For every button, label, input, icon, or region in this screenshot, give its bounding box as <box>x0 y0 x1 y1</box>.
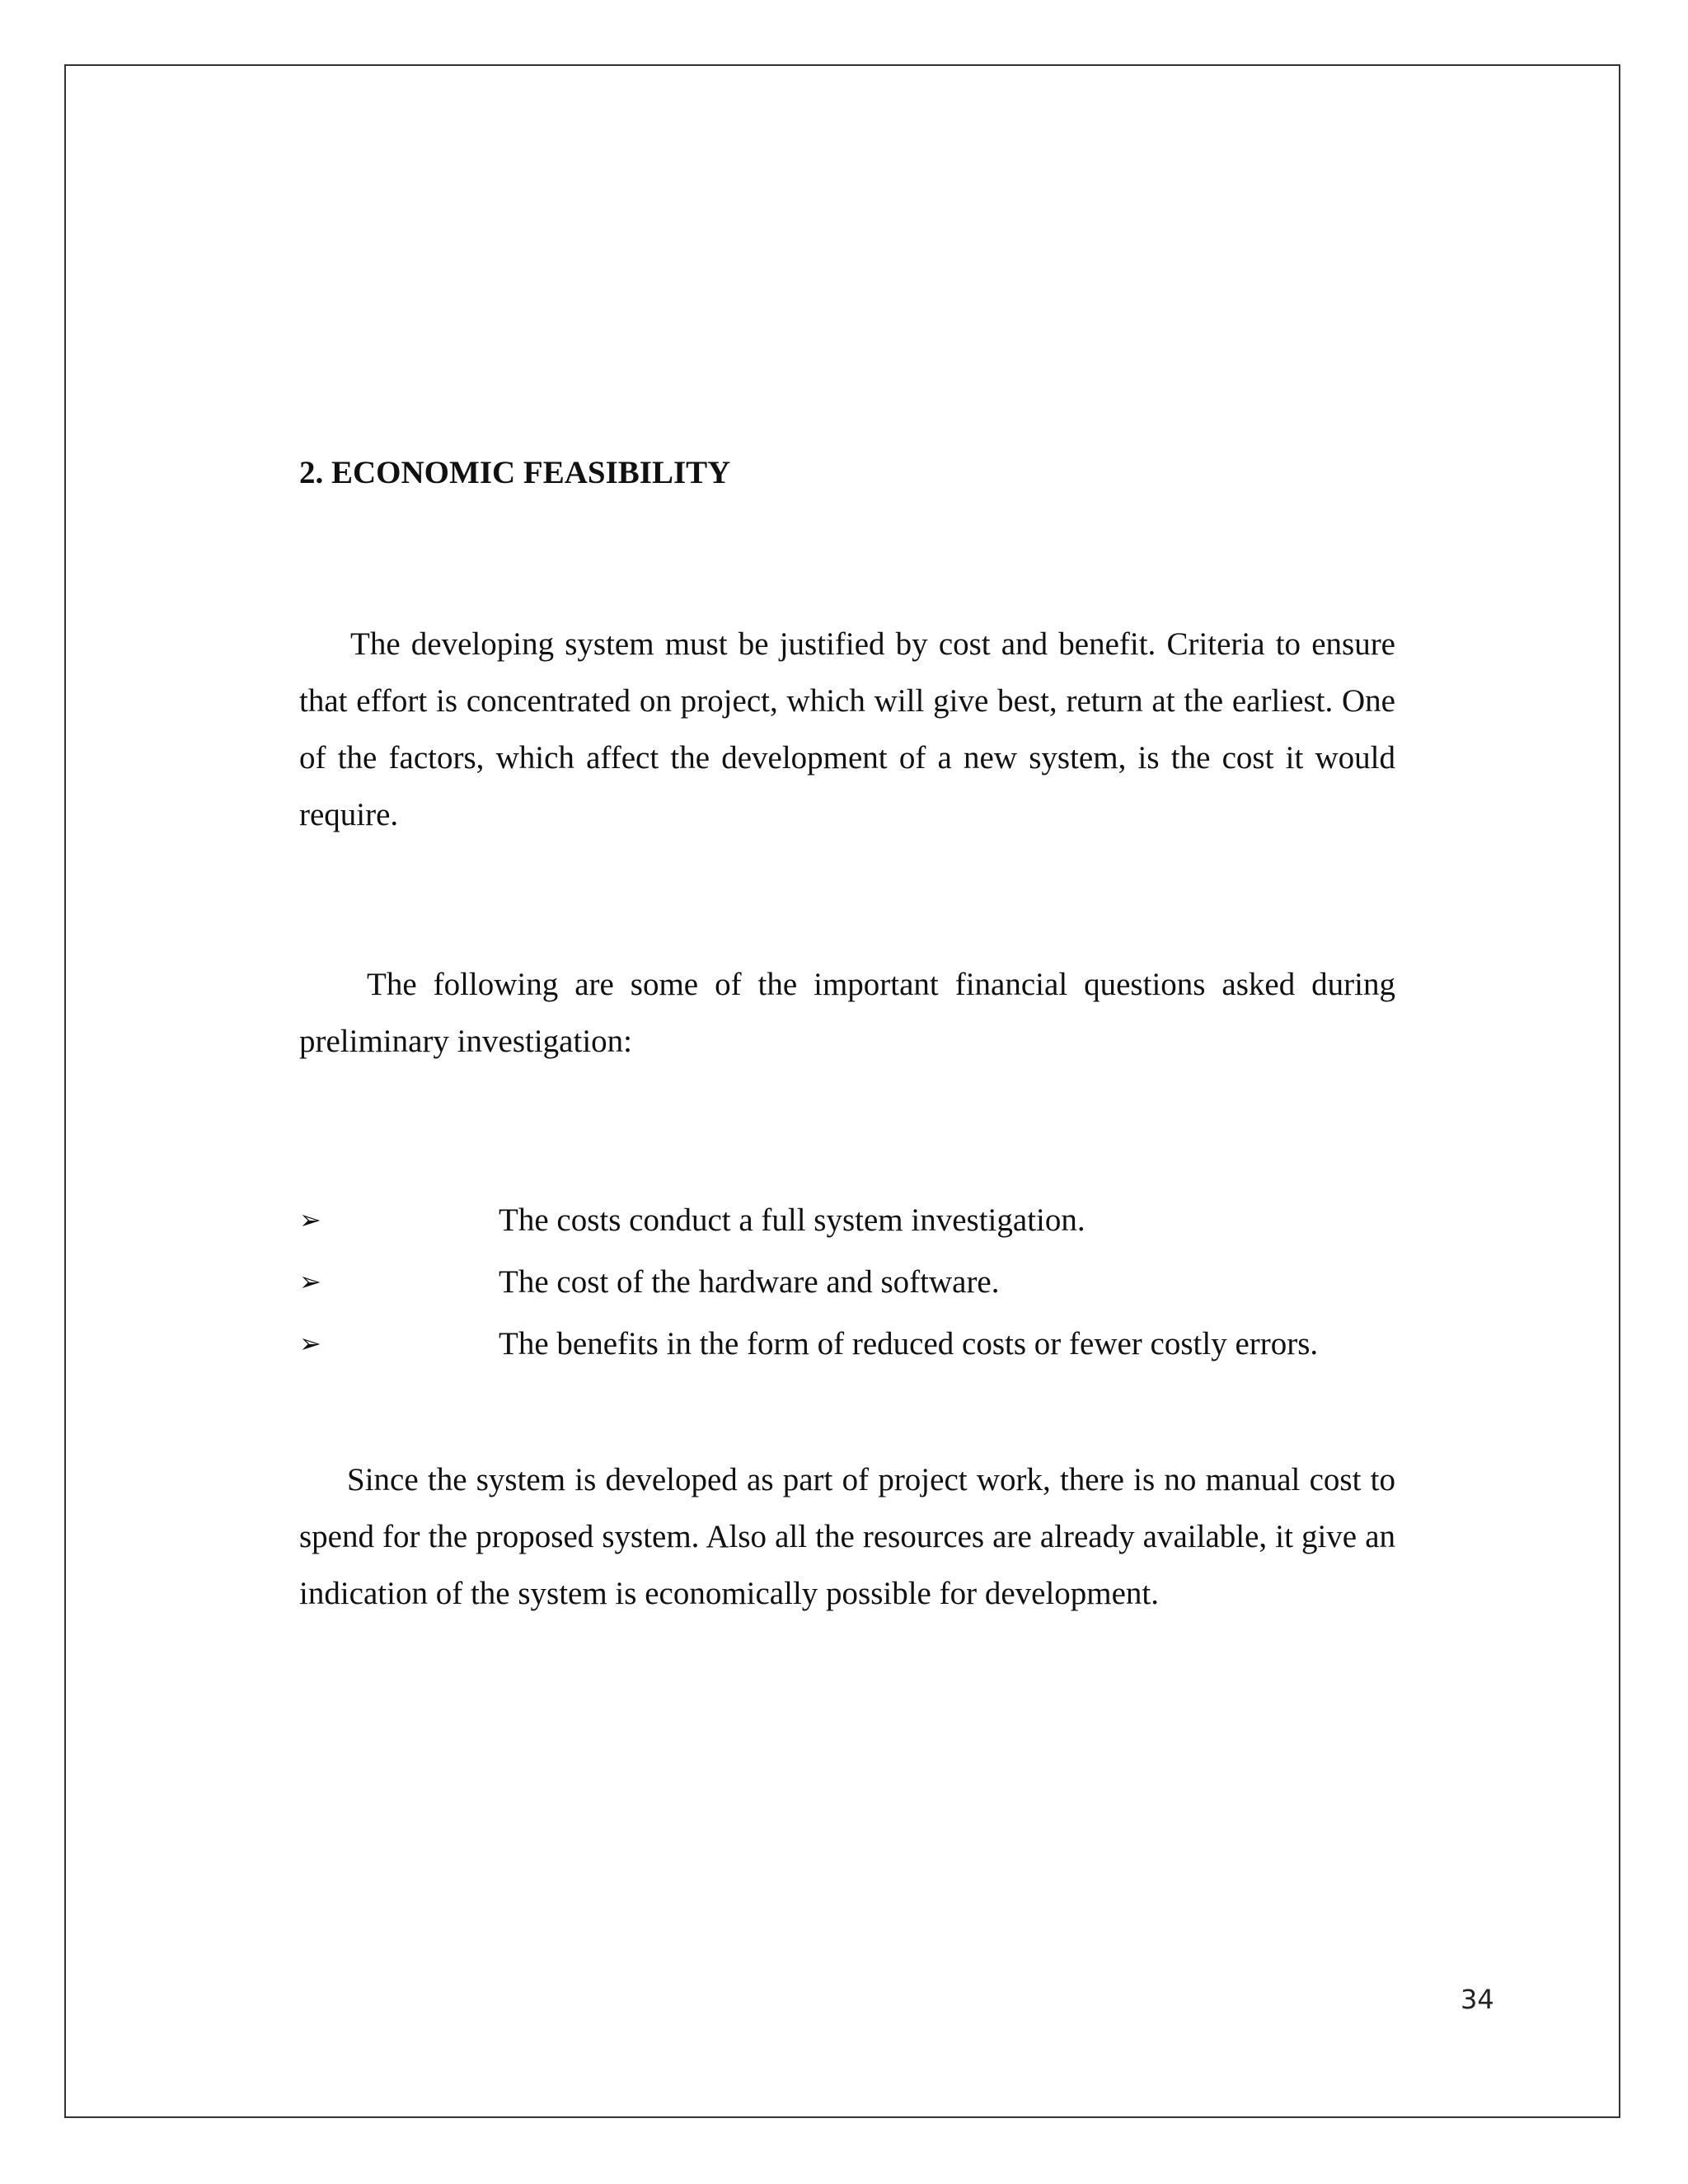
page-number: 34 <box>1461 1984 1494 2015</box>
list-item-text: The cost of the hardware and software. <box>499 1264 1000 1300</box>
list-item-text: The benefits in the form of reduced costs or fewer costly errors. <box>499 1326 1319 1361</box>
arrowhead-bullet-icon: ➢ <box>299 1328 321 1359</box>
questions-intro-paragraph: The following are some of the important financial questions asked during preliminary investigation: <box>299 967 1395 1059</box>
section-heading: 2. ECONOMIC FEASIBILITY <box>299 455 731 490</box>
intro-paragraph: The developing system must be justified by cost and benefit. Criteria to ensure that effort is concentrated on project, which will give best, return at the earliest. One of the factors, which affect the development of a new system, is the cost it would require. <box>299 626 1395 832</box>
arrowhead-bullet-icon: ➢ <box>299 1266 321 1297</box>
list-item-text: The costs conduct a full system investigation. <box>499 1202 1085 1238</box>
page-border <box>64 64 1620 2118</box>
arrowhead-bullet-icon: ➢ <box>299 1204 321 1235</box>
conclusion-paragraph: Since the system is developed as part of project work, there is no manual cost to spend for the proposed system. Also all the resources are already available, it give an indication of the system is economically possible for development. <box>299 1462 1395 1611</box>
